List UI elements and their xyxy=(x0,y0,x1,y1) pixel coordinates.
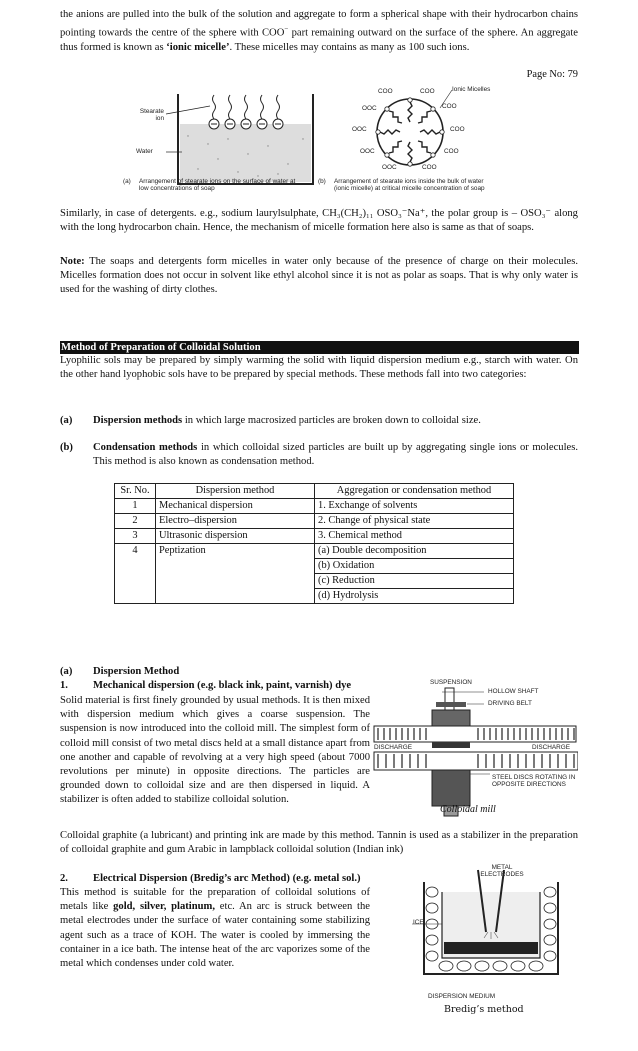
cell-dispersion: Mechanical dispersion xyxy=(156,499,315,514)
cell-condensation-list xyxy=(315,544,514,604)
category-b-text xyxy=(93,441,578,469)
figure-b-caption: Arrangement of stearate ions inside the bulk of water (ionic micelle) at critical micelle concentration of soap xyxy=(334,178,485,193)
dispersion-label: (a) xyxy=(60,666,73,677)
intro-paragraph xyxy=(60,8,578,55)
col-header-sr: Sr. No. xyxy=(115,484,156,499)
suspension-label: SUSPENSION xyxy=(430,679,472,686)
detergent-paragraph xyxy=(60,207,578,235)
mechanical-paragraph: Solid material is first finely grounded by usual methods. It is then mixed with dispersion medium which gives a coarse suspension. The suspension is now introduced into the colloid mill. The simplest form of colloid mill consist of two metal discs held at a small distance apart from one another and capable of revolving at a very high speed (about 7000 revolutions per minute) in opposite directions. The particles are grounded down to colloidal size and are then dispersed in liquid. A stabilizer is often added to stabilize colloidal solution. xyxy=(60,695,370,806)
intro-sup: − xyxy=(284,25,289,34)
ooc-label-1: OOC xyxy=(362,105,377,112)
bredig-paragraph xyxy=(60,886,370,971)
coo-label-4: COO xyxy=(450,126,465,133)
cell-condensation: 2. Change of physical state xyxy=(315,514,514,529)
category-b-desc: in which colloidal sized particles are built up by aggregating single ions or molecules. This method is also known as condensation method. xyxy=(93,442,578,468)
stearate-ion-label: Stearate ion xyxy=(139,108,164,123)
table-row xyxy=(115,514,514,529)
note-paragraph xyxy=(60,255,578,298)
category-a-label: (a) xyxy=(60,415,73,426)
chemical-method-item: (c) Reduction xyxy=(315,574,513,589)
discharge-right-label: DISCHARGE xyxy=(532,744,570,751)
detergent-text-3: along with the long hydrocarbon chain. Hence, the mechanism of micelle formation here also is same as that of soaps. xyxy=(60,208,578,234)
col-header-dispersion: Dispersion method xyxy=(156,484,315,499)
graphite-paragraph: Colloidal graphite (a lubricant) and printing ink are made by this method. Tannin is used as a stabilizer in the preparation of colloidal graphite and gum Arabic in lampblack colloidal solution (Indian ink) xyxy=(60,830,578,856)
lyophilic-paragraph: Lyophilic sols may be prepared by simply warming the solid with liquid dispersion medium e.g., starch with water. On the other hand lyophobic sols have to be prepared by special methods. These methods fall into two categories: xyxy=(60,355,578,381)
steel-discs-label: STEEL DISCS ROTATING IN OPPOSITE DIRECTIONS xyxy=(492,774,576,789)
page-number: Page No: 79 xyxy=(526,69,578,80)
table-row xyxy=(115,499,514,514)
coo-label-6: COO xyxy=(422,164,437,171)
driving-belt-label: DRIVING BELT xyxy=(488,700,532,707)
coo-label-3: COO xyxy=(442,103,457,110)
chemical-method-item: (b) Oxidation xyxy=(315,559,513,574)
bredig-text-1: This method is suitable for the preparation of colloidal solutions of metals like xyxy=(60,887,370,913)
dispersion-methods-term: Dispersion methods xyxy=(93,415,183,426)
figure-b-tag: (b) xyxy=(318,178,326,185)
ooc-label-2: OOC xyxy=(352,126,367,133)
metals-term: gold, silver, platinum, xyxy=(113,901,216,913)
intro-text-3: . These micelles may contains as many as 100 such ions. xyxy=(229,41,470,53)
cell-condensation: 3. Chemical method xyxy=(315,529,514,544)
laurylsulphate-formula: CH₃(CH₂)₁₁ OSO₃⁻Na⁺ xyxy=(322,208,426,219)
colloid-mill-caption: Colloidal mill xyxy=(440,804,496,815)
bredig-num: 2. xyxy=(60,873,68,884)
cell-dispersion: Electro–dispersion xyxy=(156,514,315,529)
chemical-method-item: (a) Double decomposition xyxy=(315,544,513,559)
detergent-text-2: , the polar group is xyxy=(425,208,512,219)
category-a-text xyxy=(93,414,578,428)
table-row xyxy=(115,544,514,604)
cell-dispersion: Ultrasonic dispersion xyxy=(156,529,315,544)
polar-group: – OSO₃⁻ xyxy=(511,208,551,219)
coo-label-5: COO xyxy=(444,148,459,155)
ice-label: ICE xyxy=(413,919,424,926)
cell-sr: 3 xyxy=(115,529,156,544)
hollow-shaft-label: HOLLOW SHAFT xyxy=(488,688,539,695)
ionic-micelles-label: Ionic Micelles xyxy=(452,86,491,93)
cell-condensation: 1. Exchange of solvents xyxy=(315,499,514,514)
detergent-text-1: Similarly, in case of detergents. e.g., sodium laurylsulphate, xyxy=(60,208,323,219)
coo-label-2: COO xyxy=(420,88,435,95)
category-a-desc: in which large macrosized particles are broken down to colloidal size. xyxy=(182,415,481,426)
ooc-label-4: OOC xyxy=(382,164,397,171)
ionic-micelle-term: ‘ionic micelle’ xyxy=(166,41,230,53)
figure-a-caption: Arrangement of stearate ions on the surface of water at low concentrations of soap xyxy=(139,178,296,193)
bredig-figure xyxy=(408,862,568,992)
note-text: The soaps and detergents form micelles in water only because of the presence of charge on their molecules. Micelles formation does not occur in solvent like ethyl alcohol since it is not as polar as soaps. That is why only water is used for the washing of dirty clothes. xyxy=(60,256,578,296)
figure-a-tag: (a) xyxy=(123,178,131,185)
condensation-methods-term: Condensation methods xyxy=(93,442,198,453)
intro-text-2: part remaining outward on the surface of the sphere. An aggregate thus formed is known as xyxy=(60,27,578,53)
col-header-condensation: Aggregation or condensation method xyxy=(315,484,514,499)
section-heading: Method of Preparation of Colloidal Solution xyxy=(60,341,579,354)
cell-sr: 1 xyxy=(115,499,156,514)
cell-sr: 2 xyxy=(115,514,156,529)
intro-text-1: the anions are pulled into the bulk of the solution and aggregate to form a spherical shape with their hydrocarbon chains pointing towards the centre of the sphere with COO xyxy=(60,9,578,39)
mechanical-title: Mechanical dispersion (e.g. black ink, paint, varnish) dye xyxy=(93,680,352,691)
chemical-method-item: (d) Hydrolysis xyxy=(318,590,379,601)
metal-electrodes-label: METAL ELECTRODES xyxy=(480,864,524,879)
discharge-left-label: DISCHARGE xyxy=(374,744,412,751)
table-header-row xyxy=(115,484,514,499)
cell-sr: 4 xyxy=(115,544,156,604)
bredig-caption: Bredig’s method xyxy=(444,1004,524,1015)
methods-table xyxy=(114,483,514,604)
dispersion-medium-label: DISPERSION MEDIUM xyxy=(428,993,496,1000)
category-b-label: (b) xyxy=(60,442,73,453)
bredig-title: Electrical Dispersion (Bredig’s arc Method) (e.g. metal sol.) xyxy=(93,873,361,884)
water-label: Water xyxy=(136,148,153,155)
note-label: Note: xyxy=(60,256,85,267)
ooc-label-3: OOC xyxy=(360,148,375,155)
dispersion-title: Dispersion Method xyxy=(93,666,180,677)
cell-dispersion: Peptization xyxy=(156,544,315,604)
table-row xyxy=(115,529,514,544)
mechanical-num: 1. xyxy=(60,680,68,691)
coo-label-1: COO xyxy=(378,88,393,95)
bredig-text-2: etc. An arc is struck between the metal electrodes under the surface of water containing some stabilizing agent such as a trace of KOH. The water is cooled by immersing the container in a ice bath. The intense heat of the arc vaporizes some of the metal which condenses under cold water. xyxy=(60,901,370,970)
